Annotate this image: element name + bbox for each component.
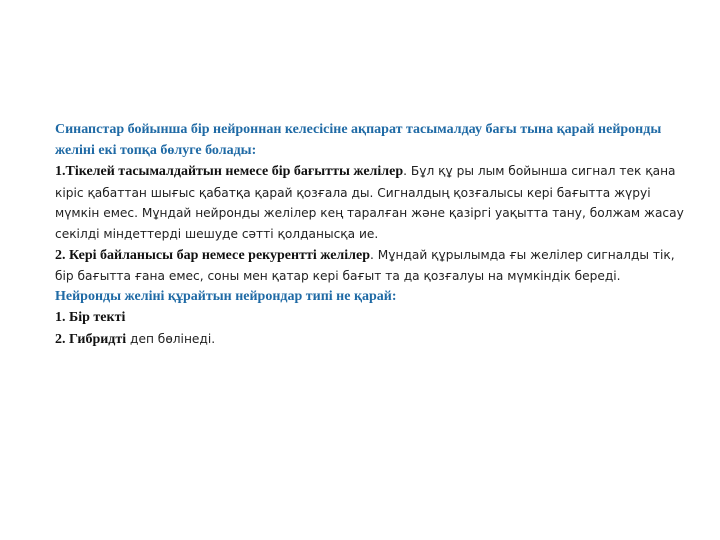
type-hybrid-label: 2. Гибридті (55, 331, 127, 347)
item-feedforward-title: 1.Тікелей тасымалдайтын немесе бір бағытты желілер (55, 164, 404, 180)
type-homogeneous-label: 1. Бір текті (55, 310, 126, 326)
type-hybrid (55, 329, 690, 351)
heading-synapse-classification: Синапстар бойынша бір нейроннан келесісіне ақпарат тасымалдау бағы тына қарай нейронды желіні екі топқа бөлуге болады: (55, 122, 662, 158)
item-feedforward (55, 161, 690, 244)
item-feedforward-text: . Бұл құ ры лым бойынша сигнал тек қана кіріс қабаттан шығыс қабатқа қарай қозғала ды. Сигналдың қозғалысы кері бағытта жүруі мүмкін емес. Мұндай нейронды желілер кең таралған және қазіргі уақытта тану, болжам жасау секілді міндеттерді шешуде сәтті қолданысқа ие. (55, 164, 684, 241)
type-hybrid-text: деп бөлінеді. (126, 331, 216, 346)
item-recurrent-text: . Мұндай құрылымда ғы желілер сигналды тік, бір бағытта ғана емес, соны мен қатар кері бағыт та да қозғалуы на мүмкіндік береді. (55, 247, 675, 284)
heading-neuron-types: Нейронды желіні құрайтын нейрондар типі не қарай: (55, 288, 397, 304)
slide-content (55, 120, 690, 351)
item-recurrent (55, 245, 690, 287)
item-recurrent-title: 2. Кері байланысы бар немесе рекурентті желілер (55, 247, 371, 263)
type-homogeneous (55, 307, 690, 329)
